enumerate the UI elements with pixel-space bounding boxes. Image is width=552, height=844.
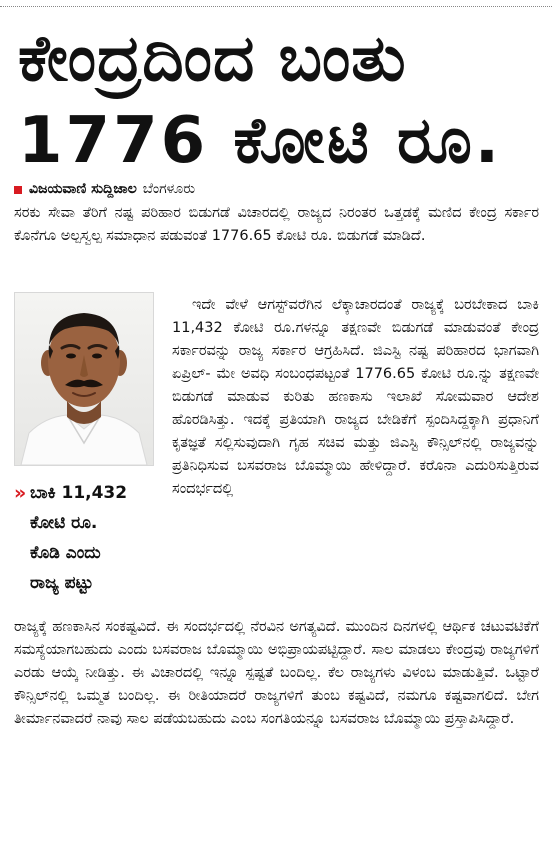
red-square-bullet-icon xyxy=(14,186,22,194)
headline-line-2: 1776 ಕೋಟಿ ರೂ. xyxy=(18,104,503,178)
dateline xyxy=(14,178,195,200)
dateline-place: ಬೆಂಗಳೂರು xyxy=(142,181,196,197)
top-dotted-rule xyxy=(0,6,552,7)
portrait-illustration xyxy=(15,293,153,465)
pullquote xyxy=(14,478,164,598)
article-paragraph-2: ಇದೇ ವೇಳೆ ಆಗಸ್ಟ್‌ವರೆಗಿನ ಲೆಕ್ಕಾಚಾರದಂತೆ ರಾಜ್ಯಕ್ಕೆ ಬರಬೇಕಾದ ಬಾಕಿ 11,432 ಕೋಟಿ ರೂ.ಗಳನ್ನೂ ತಕ್ಷಣವೇ ಬಿಡುಗಡೆ ಮಾಡುವಂತೆ ಕೇಂದ್ರ ಸರ್ಕಾರವನ್ನು ರಾಜ್ಯ ಸರ್ಕಾರ ಆಗ್ರಹಿಸಿದೆ. ಜಿಎಸ್ಟಿ ನಷ್ಟ ಪರಿಹಾರದ ಭಾಗವಾಗಿ ಏಪ್ರಿಲ್- ಮೇ ಅವಧಿ ಸಂಬಂಧಪಟ್ಟಂತೆ 1776.65 ಕೋಟಿ ರೂ.ನ್ನು ತಕ್ಷಣವೇ ಬಿಡುಗಡೆ ಮಾಡುವ ಕುರಿತು ಹಣಕಾಸು ಇಲಾಖೆ ಸೋಮವಾರ ಆದೇಶ ಹೊರಡಿಸಿತ್ತು. ಇದಕ್ಕೆ ಪ್ರತಿಯಾಗಿ ರಾಜ್ಯದ ಬೇಡಿಕೆಗೆ ಸ್ಪಂದಿಸಿದ್ದಕ್ಕಾಗಿ ಪ್ರಧಾನಿಗೆ ಕೃತಜ್ಞತೆ ಸಲ್ಲಿಸುವುದಾಗಿ ಗೃಹ ಸಚಿವ ಮತ್ತು ಜಿಎಸ್ಟಿ ಕೌನ್ಸಿಲ್‌ನಲ್ಲಿ ರಾಜ್ಯವನ್ನು ಪ್ರತಿನಿಧಿಸುವ ಬಸವರಾಜ ಬೊಮ್ಮಾಯಿ ಹೇಳಿದ್ದಾರೆ. ಕರೊನಾ ಎದುರಿಸುತ್ತಿರುವ ಸಂದರ್ಭದಲ್ಲಿ xyxy=(172,297,539,497)
pullquote-line-2: ಕೋಟಿ ರೂ. xyxy=(30,513,98,533)
article-paragraph-3: ರಾಜ್ಯಕ್ಕೆ ಹಣಕಾಸಿನ ಸಂಕಷ್ಟವಿದೆ. ಈ ಸಂದರ್ಭದಲ್ಲಿ ನೆರವಿನ ಅಗತ್ಯವಿದೆ. ಮುಂದಿನ ದಿನಗಳಲ್ಲಿ ಆರ್ಥಿಕ ಚಟುವಟಿಕೆಗೆ ಸಮಸ್ಯೆಯಾಗಬಹುದು ಎಂದು ಬಸವರಾಜ ಬೊಮ್ಮಾಯಿ ಅಭಿಪ್ರಾಯಪಟ್ಟಿದ್ದಾರೆ. ಸಾಲ ಮಾಡಲು ಕೇಂದ್ರವು ರಾಜ್ಯಗಳಿಗೆ ಎರಡು ಆಯ್ಕೆ ನೀಡಿತ್ತು. ಈ ವಿಚಾರದಲ್ಲಿ ಇನ್ನೂ ಸ್ಪಷ್ಟತೆ ಬಂದಿಲ್ಲ. ಕೆಲ ರಾಜ್ಯಗಳು ವಿಳಂಬ ಮಾಡುತ್ತಿವೆ. ಒಟ್ಟಾರೆ ಕೌನ್ಸಿಲ್‌ನಲ್ಲಿ ಒಮ್ಮತ ಬಂದಿಲ್ಲ. ಈ ರೀತಿಯಾದರೆ ರಾಜ್ಯಗಳಿಗೆ ತುಂಬ ಕಷ್ಟವಿದೆ, ನಮಗೂ ಕಷ್ಟವಾಗಲಿದೆ. ಬೇಗ ತೀರ್ಮಾನವಾದರೆ ನಾವು ಸಾಲ ಪಡೆಯಬಹುದು ಎಂಬ ಸಂಗತಿಯನ್ನೂ ಬಸವರಾಜ ಬೊಮ್ಮಾಯಿ ಪ್ರಸ್ತಾಪಿಸಿದ್ದಾರೆ. xyxy=(14,619,540,727)
pullquote-line-4: ರಾಜ್ಯ ಪಟ್ಟು xyxy=(30,573,94,593)
pullquote-line-3: ಕೊಡಿ ಎಂದು xyxy=(30,543,101,563)
article-paragraph-1: ಸರಕು ಸೇವಾ ತೆರಿಗೆ ನಷ್ಟ ಪರಿಹಾರ ಬಿಡುಗಡೆ ವಿಚಾರದಲ್ಲಿ ರಾಜ್ಯದ ನಿರಂತರ ಒತ್ತಡಕ್ಕೆ ಮಣಿದ ಕೇಂದ್ರ ಸರ್ಕಾರ ಕೊನೆಗೂ ಅಲ್ಪಸ್ವಲ್ಪ ಸಮಾಧಾನ ಪಡುವಂತೆ 1776.65 ಕೋಟಿ ರೂ. ಬಿಡುಗಡೆ ಮಾಡಿದೆ. xyxy=(14,205,539,244)
chevron-right-icon: » xyxy=(14,482,27,504)
headline xyxy=(18,18,538,182)
headline-line-1: ಕೇಂದ್ರದಿಂದ ಬಂತು xyxy=(18,22,407,96)
pullquote-line-1: ಬಾಕಿ 11,432 xyxy=(30,483,128,503)
portrait-photo xyxy=(14,292,154,466)
dateline-source: ವಿಜಯವಾಣಿ ಸುದ್ದಿಜಾಲ xyxy=(29,181,137,197)
